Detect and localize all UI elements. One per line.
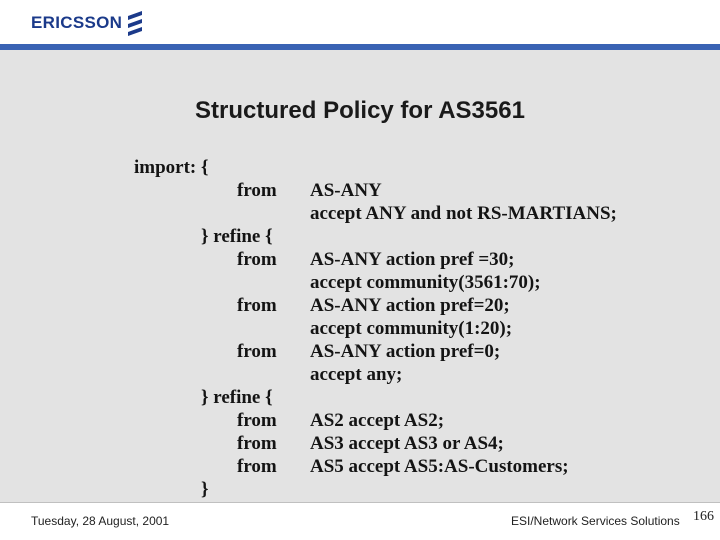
footer-organization: ESI/Network Services Solutions — [511, 514, 680, 528]
accept-clause: accept any; — [310, 364, 403, 385]
close-brace: } — [201, 479, 209, 500]
refine-keyword: } refine { — [201, 387, 273, 408]
slide-title: Structured Policy for AS3561 — [195, 97, 525, 124]
accept-clause: accept community(3561:70); — [310, 272, 541, 293]
from-keyword: from — [237, 456, 277, 477]
peer-clause: AS2 accept AS2; — [310, 410, 445, 431]
import-keyword: import: — [134, 157, 197, 178]
peer-clause: AS5 accept AS5:AS-Customers; — [310, 456, 569, 477]
ericsson-logo-icon — [126, 10, 144, 36]
footer-rule — [0, 502, 720, 503]
from-keyword: from — [237, 341, 277, 362]
header-bar — [0, 0, 720, 44]
ericsson-logo-text: ERICSSON — [31, 13, 123, 32]
from-keyword: from — [237, 433, 277, 454]
accept-clause: accept ANY and not RS-MARTIANS; — [310, 203, 617, 224]
page-number: 166 — [693, 509, 714, 524]
from-keyword: from — [237, 295, 277, 316]
accept-clause: accept community(1:20); — [310, 318, 513, 339]
from-keyword: from — [237, 180, 277, 201]
from-keyword: from — [237, 410, 277, 431]
peer-clause: AS3 accept AS3 or AS4; — [310, 433, 504, 454]
open-brace: { — [201, 157, 209, 178]
peer-clause: AS-ANY action pref =30; — [310, 249, 515, 270]
peer-clause: AS-ANY — [310, 180, 382, 201]
peer-clause: AS-ANY action pref=0; — [310, 341, 501, 362]
footer-date: Tuesday, 28 August, 2001 — [31, 514, 170, 528]
from-keyword: from — [237, 249, 277, 270]
refine-keyword: } refine { — [201, 226, 273, 247]
peer-clause: AS-ANY action pref=20; — [310, 295, 510, 316]
